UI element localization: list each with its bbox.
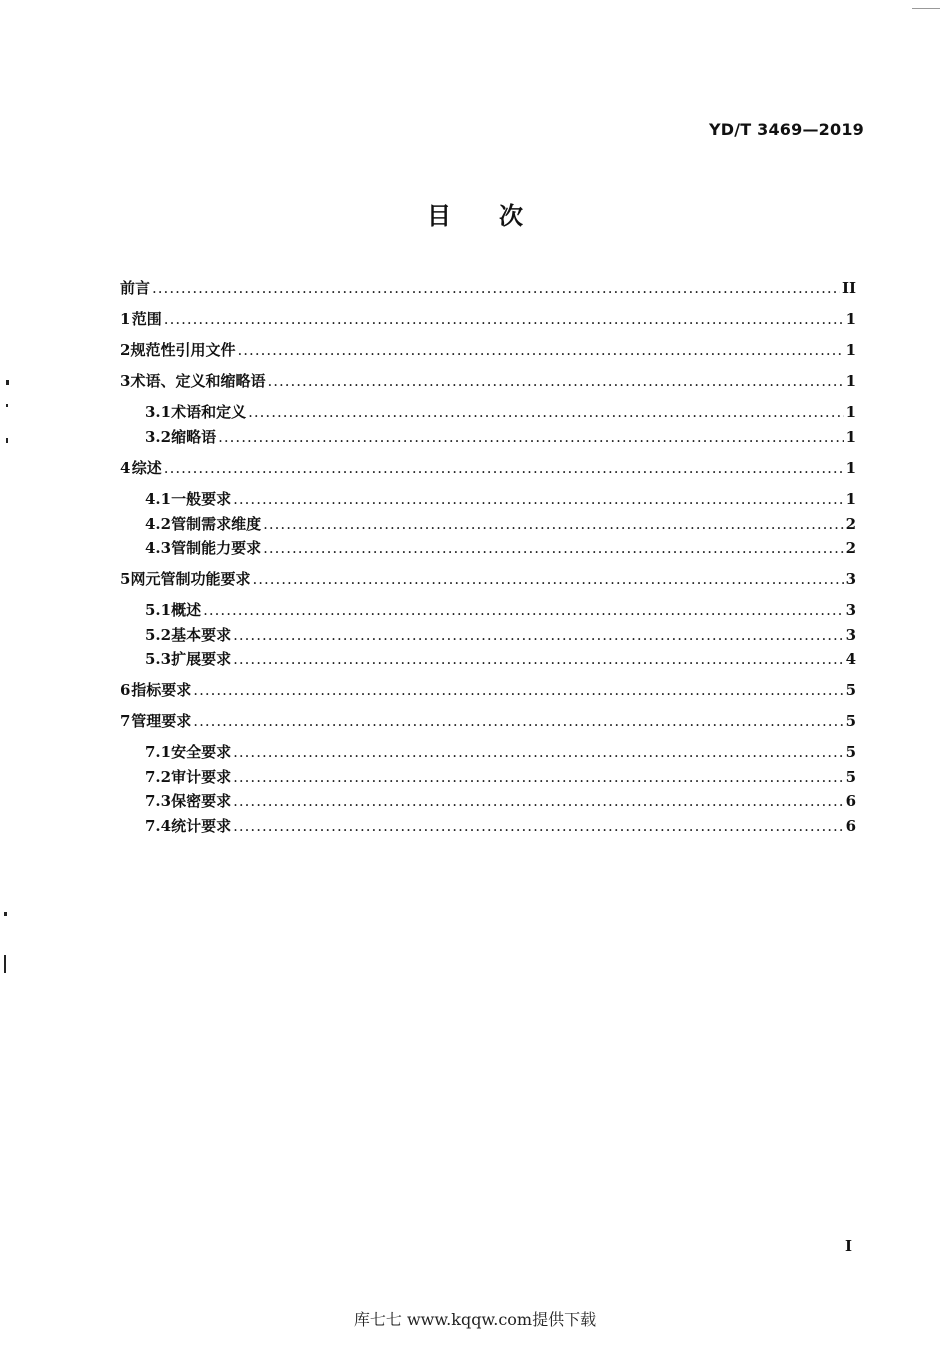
toc-entry-label: 缩略语 [171,428,217,446]
toc-entry-page: 1 [845,490,856,508]
toc-entry[interactable] [120,710,856,732]
dot-leader [193,712,843,730]
toc-entry-number: 1 [120,310,131,328]
scan-speck [912,8,940,9]
toc-entry-number: 7 [120,712,131,730]
dot-leader [252,570,843,588]
toc-entry-number: 7.4 [145,817,172,835]
toc-entry-number: 7.3 [145,792,172,810]
dot-leader [248,403,843,421]
toc-entry-page: 5 [845,768,856,786]
dot-leader [233,650,843,668]
dot-leader [233,490,843,508]
scan-speck [4,955,6,973]
toc-entry-number: 5.1 [145,601,172,619]
toc-entry-page: 4 [845,650,856,668]
toc-entry-page: 6 [845,792,856,810]
toc-entry[interactable] [120,277,856,299]
toc-entry-number: 3.2 [145,428,172,446]
toc-entry-number: 4.1 [145,490,172,508]
dot-leader [152,279,840,297]
toc-entry[interactable] [145,648,856,670]
toc-entry-label: 指标要求 [131,681,192,699]
toc-entry[interactable] [120,339,856,361]
toc-entry-number: 4 [120,459,131,477]
toc-entry-page: II [841,279,856,297]
toc-entry[interactable] [145,741,856,763]
toc-entry[interactable] [120,457,856,479]
toc-entry[interactable] [145,815,856,837]
dot-leader [193,681,843,699]
toc-entry[interactable] [145,624,856,646]
toc-entry-number: 4.2 [145,515,172,533]
toc-entry-label: 保密要求 [171,792,232,810]
toc-entry-page: 1 [845,372,856,390]
dot-leader [233,792,843,810]
toc-entry-page: 3 [845,626,856,644]
standard-code: YD/T 3469—2019 [708,120,864,139]
toc-entry-number: 7.1 [145,743,172,761]
toc-entry-number: 4.3 [145,539,172,557]
toc-entry-label: 综述 [131,459,162,477]
toc-entry-page: 3 [845,601,856,619]
toc-entry[interactable] [145,790,856,812]
footer-watermark: 库七七 www.kqqw.com提供下载 [353,1310,597,1329]
toc-entry-number: 5.3 [145,650,172,668]
toc-entry-label: 扩展要求 [171,650,232,668]
toc-entry-label: 基本要求 [171,626,232,644]
toc-entry-number: 5 [120,570,131,588]
dot-leader [267,372,843,390]
scan-speck [6,404,8,407]
toc-entry-page: 1 [845,403,856,421]
toc-entry-page: 5 [845,681,856,699]
toc-entry[interactable] [145,766,856,788]
toc-entry-page: 1 [845,310,856,328]
scan-speck [6,380,9,385]
dot-leader [238,341,844,359]
toc-entry-page: 3 [845,570,856,588]
scan-speck [6,438,8,443]
toc-entry-label: 管制需求维度 [171,515,262,533]
scan-speck [4,912,7,916]
toc-entry-page: 1 [845,459,856,477]
toc-entry-number: 7.2 [145,768,172,786]
toc-entry-label: 管制能力要求 [171,539,262,557]
toc-entry[interactable] [145,488,856,510]
toc-entry-page: 1 [845,341,856,359]
toc-entry-number: 2 [120,341,131,359]
toc-entry-page: 2 [845,539,856,557]
toc-entry-page: 2 [845,515,856,533]
toc-entry[interactable] [145,537,856,559]
page-number: I [844,1237,852,1255]
toc-entry-label: 术语和定义 [171,403,247,421]
toc-entry-label: 前言 [120,279,151,297]
toc-entry-label: 术语、定义和缩略语 [130,372,266,390]
dot-leader [233,768,843,786]
toc-entry[interactable] [145,401,856,423]
toc-entry-page: 1 [845,428,856,446]
toc-entry[interactable] [145,599,856,621]
toc-entry-label: 网元管制功能要求 [130,570,251,588]
toc-entry[interactable] [120,370,856,392]
toc-entry[interactable] [145,426,856,448]
toc-entry-label: 范围 [131,310,162,328]
toc-entry-label: 一般要求 [171,490,232,508]
page-title: 目次 [427,202,571,230]
toc-entry[interactable] [120,568,856,590]
toc-entry-number: 3.1 [145,403,172,421]
toc-entry-label: 规范性引用文件 [130,341,236,359]
toc-entry-label: 管理要求 [131,712,192,730]
dot-leader [233,817,843,835]
dot-leader [263,515,843,533]
toc-entry[interactable] [145,513,856,535]
toc-entry[interactable] [120,679,856,701]
toc-entry-number: 5.2 [145,626,172,644]
toc-entry[interactable] [120,308,856,330]
dot-leader [203,601,843,619]
dot-leader [263,539,843,557]
dot-leader [233,743,843,761]
dot-leader [218,428,843,446]
toc-entry-page: 5 [845,743,856,761]
dot-leader [164,310,844,328]
toc-entry-label: 概述 [171,601,202,619]
toc-entry-label: 审计要求 [171,768,232,786]
dot-leader [233,626,843,644]
toc-entry-page: 5 [845,712,856,730]
toc-entry-label: 安全要求 [171,743,232,761]
toc-entry-label: 统计要求 [171,817,232,835]
toc-entry-number: 3 [120,372,131,390]
toc-entry-page: 6 [845,817,856,835]
toc-entry-number: 6 [120,681,131,699]
dot-leader [164,459,844,477]
